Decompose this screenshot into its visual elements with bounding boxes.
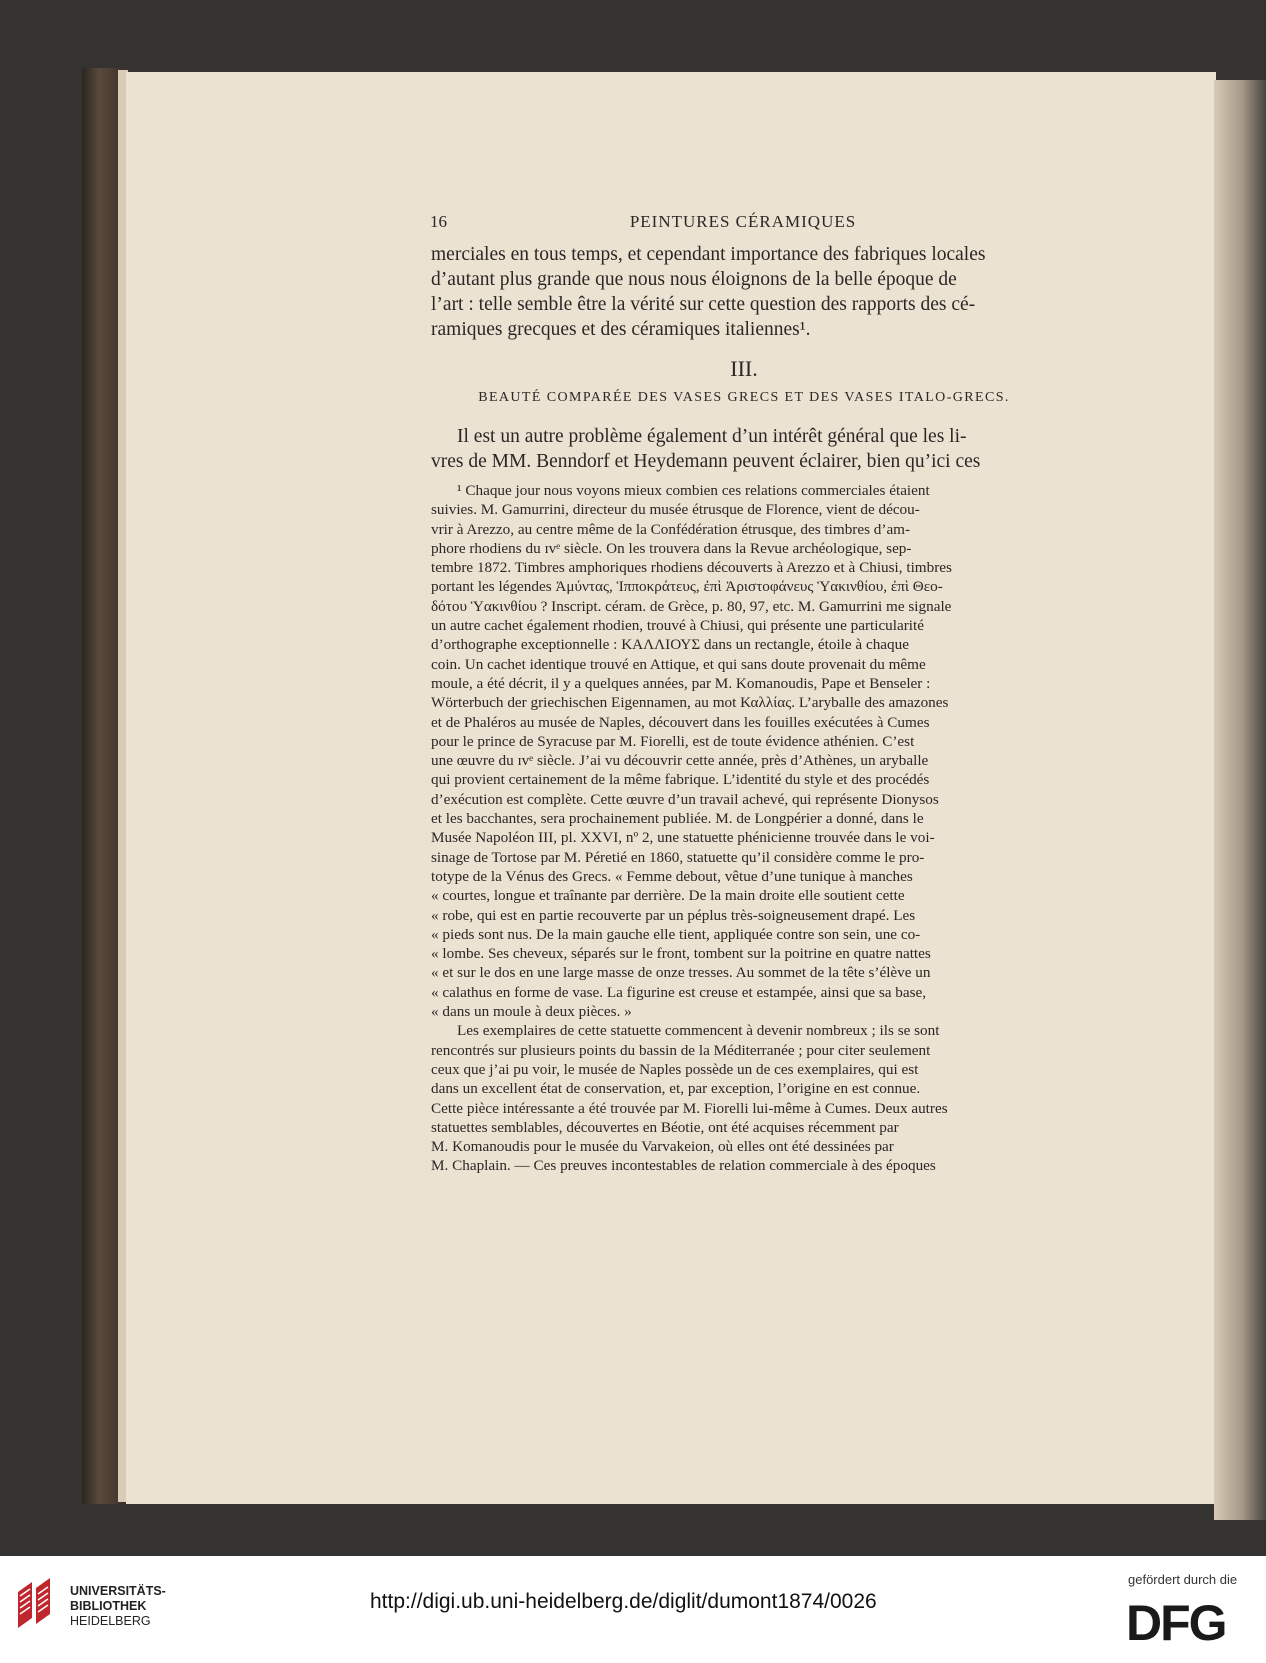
- text-line: ramiques grecques et des céramiques italiennes¹.: [431, 319, 811, 340]
- footnote-line: « et sur le dos en une large masse de onze tresses. Au sommet de la tête s’élève un: [431, 964, 931, 982]
- footnote-line: rencontrés sur plusieurs points du bassin de la Méditerranée ; pour citer seulement: [431, 1041, 931, 1059]
- opening-paragraph: [431, 242, 1057, 342]
- footnote-line: pour le prince de Syracuse par M. Fiorelli, est de toute évidence athénien. C’est: [431, 732, 915, 750]
- institution-line: HEIDELBERG: [70, 1614, 151, 1628]
- text-line: vres de MM. Benndorf et Heydemann peuvent éclairer, bien qu’ici ces: [431, 451, 981, 472]
- footnote-line: Wörterbuch der griechischen Eigennamen, au mot Καλλίας. L’aryballe des amazones: [431, 694, 949, 712]
- footnote-line: ¹ Chaque jour nous voyons mieux combien ces relations commerciales étaient: [457, 482, 930, 499]
- footnote-line: « pieds sont nus. De la main gauche elle tient, appliquée contre son sein, une co-: [431, 925, 921, 943]
- footnote-line: dans un excellent état de conservation, et, par exception, l’origine en est connue.: [431, 1080, 921, 1098]
- permalink-url[interactable]: http://digi.ub.uni-heidelberg.de/diglit/dumont1874/0026: [370, 1590, 877, 1613]
- footnote-line: statuettes semblables, découvertes en Béotie, ont été acquises récemment par: [431, 1118, 899, 1136]
- university-library-logo: [14, 1578, 62, 1634]
- footnote-line: M. Komanoudis pour le musée du Varvakeion, où elles ont été dessinées par: [431, 1138, 894, 1156]
- body-paragraph: [431, 424, 1057, 474]
- footnote-line: portant les légendes Ἀμύντας, Ἱπποκράτευς, ἐπὶ Ἀριστοφάνευς Ὑακινθίου, ἐπὶ Θεο-: [431, 578, 943, 596]
- dfg-logo: [1126, 1596, 1242, 1644]
- dfg-wordmark: DFG: [1126, 1596, 1226, 1644]
- institution-line: BIBLIOTHEK: [70, 1599, 147, 1613]
- footnote-line: totype de la Vénus des Grecs. « Femme debout, vêtue d’une tunique à manches: [431, 867, 913, 885]
- footnote-line: tembre 1872. Timbres amphoriques rhodiens découverts à Arezzo et à Chiusi, timbres: [431, 559, 952, 577]
- footnote-line: sinage de Tortose par M. Péretié en 1860, statuette qu’il considère comme le pro-: [431, 848, 925, 866]
- footnote-line: « robe, qui est en partie recouverte par un péplus très-soigneusement drapé. Les: [431, 906, 916, 924]
- text-line: l’art : telle semble être la vérité sur cette question des rapports des cé-: [431, 294, 976, 315]
- funding-label: gefördert durch die: [1128, 1572, 1238, 1587]
- institution-name: [70, 1584, 166, 1629]
- footnotes: [431, 481, 1057, 1176]
- footnote-line: d’orthographe exceptionnelle : ΚΑΛΛΙΟΥΣ dans un rectangle, étoile à chaque: [431, 636, 909, 654]
- footnote-line: Musée Napoléon III, pl. XXVI, nº 2, une statuette phénicienne trouvée dans le voi-: [431, 829, 935, 847]
- footnote-line: « dans un moule à deux pièces. »: [431, 1003, 632, 1021]
- footnote-line: phore rhodiens du ɪᴠᵉ siècle. On les trouvera dans la Revue archéologique, sep-: [431, 539, 912, 557]
- footnote-line: coin. Un cachet identique trouvé en Attique, et qui sans doute provenait du même: [431, 655, 926, 673]
- footnote-line: « lombe. Ses cheveux, séparés sur le front, tombent sur la poitrine en quatre nattes: [431, 945, 931, 963]
- text-line: merciales en tous temps, et cependant importance des fabriques locales: [431, 244, 986, 265]
- footnote-line: « calathus en forme de vase. La figurine est creuse et estampée, ainsi que sa base,: [431, 983, 927, 1001]
- footnote-line: « courtes, longue et traînante par derrière. De la main droite elle soutient cette: [431, 887, 905, 905]
- footnote-line: δότου Ὑακινθίου ? Inscript. céram. de Grèce, p. 80, 97, etc. M. Gamurrini me signale: [431, 597, 952, 615]
- footnote-line: suivies. M. Gamurrini, directeur du musée étrusque de Florence, vient de décou-: [431, 501, 920, 519]
- footnote-line: ceux que j’ai pu voir, le musée de Naples possède un de ces exemplaires, qui est: [431, 1060, 919, 1078]
- footnote-line: un autre cachet également rhodien, trouvé à Chiusi, qui présente une particularité: [431, 617, 924, 635]
- footnote-line: qui provient certainement de la même fabrique. L’identité du style et des procédés: [431, 771, 930, 789]
- footnote-line: Cette pièce intéressante a été trouvée par M. Fiorelli lui-même à Cumes. Deux autres: [431, 1099, 948, 1117]
- footnote-line: et de Phaléros au musée de Naples, découvert dans les fouilles exécutées à Cumes: [431, 713, 930, 731]
- footnote-line: une œuvre du ɪᴠᵉ siècle. J’ai vu découvrir cette année, près d’Athènes, un aryballe: [431, 752, 929, 770]
- text-line: d’autant plus grande que nous nous éloignons de la belle époque de: [431, 269, 957, 290]
- section-number: III.: [730, 356, 758, 381]
- section-title: BEAUTÉ COMPARÉE DES VASES GRECS ET DES VASES ITALO-GRECS.: [478, 390, 1010, 405]
- footnote-line: Les exemplaires de cette statuette commencent à devenir nombreux ; ils se sont: [457, 1022, 940, 1040]
- footer-bar: [0, 1556, 1266, 1663]
- page-header: [430, 212, 1056, 238]
- footnote-line: d’exécution est complète. Cette œuvre d’un travail achevé, qui représente Dionysos: [431, 790, 939, 808]
- footnote-line: vrir à Arezzo, au centre même de la Confédération étrusque, des timbres d’am-: [431, 520, 911, 538]
- footnote-line: M. Chaplain. — Ces preuves incontestables de relation commerciale à des époques: [431, 1157, 936, 1175]
- institution-line: UNIVERSITÄTS-: [70, 1584, 166, 1598]
- footnote-line: moule, a été décrit, il y a quelques années, par M. Komanoudis, Pape et Benseler :: [431, 674, 931, 692]
- footnote-line: et les bacchantes, sera prochainement publiée. M. de Longpérier a donné, dans le: [431, 810, 924, 828]
- page-number: 16: [430, 212, 447, 231]
- text-line: Il est un autre problème également d’un intérêt général que les li-: [457, 426, 967, 447]
- running-title: PEINTURES CÉRAMIQUES: [629, 212, 857, 231]
- facing-page-edge: [1214, 80, 1266, 1520]
